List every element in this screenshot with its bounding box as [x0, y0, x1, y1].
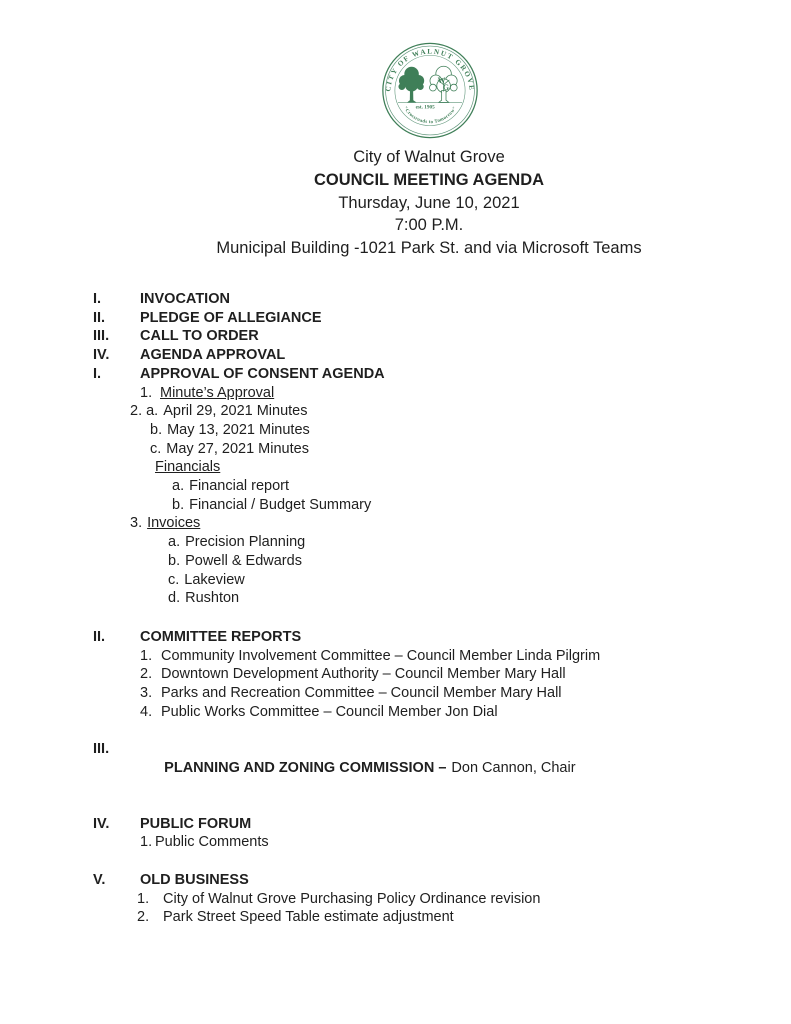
section-numeral: II. — [93, 309, 106, 326]
section-numeral: IV. — [93, 347, 110, 364]
section-title: APPROVAL OF CONSENT AGENDA — [140, 365, 385, 382]
item-letter: b. — [168, 552, 181, 569]
item-number: 1. — [140, 647, 153, 664]
item-letter: a. — [172, 478, 185, 495]
consent-minutes-april — [130, 402, 791, 421]
item-number: 1. — [140, 384, 153, 401]
seal-ring-text-top: CITY OF WALNUT GROVE — [384, 47, 476, 92]
item-number: 2. — [140, 666, 153, 683]
section-title: COMMITTEE REPORTS — [140, 628, 302, 645]
committee-community-involvement — [140, 647, 791, 666]
section-numeral: I. — [93, 365, 102, 382]
item-text: City of Walnut Grove Purchasing Policy Ordinance revision — [163, 890, 541, 907]
section-numeral: II. — [93, 628, 106, 645]
item-text: Financial report — [189, 478, 290, 495]
item-letter: c. — [168, 571, 180, 588]
established-text: est. 1905 — [415, 104, 435, 111]
section-title: PLEDGE OF ALLEGIANCE — [140, 309, 322, 326]
header-title-line: COUNCIL MEETING AGENDA — [313, 170, 545, 189]
item-label-underlined: Financials — [155, 459, 221, 476]
section-public-forum — [0, 815, 791, 834]
section-title: AGENDA APPROVAL — [140, 347, 286, 364]
section-agenda-approval — [0, 346, 791, 365]
section-title: PUBLIC FORUM — [140, 815, 252, 832]
section-title: PLANNING AND ZONING COMMISSION – — [164, 760, 447, 777]
item-text: Community Involvement Committee – Council Member Linda Pilgrim — [161, 647, 601, 664]
item-text: Rushton — [185, 590, 240, 607]
invoice-powell-edwards — [168, 552, 791, 571]
header-time-line: 7:00 P.M. — [394, 216, 464, 235]
item-text: Precision Planning — [185, 534, 306, 551]
item-number: 4. — [140, 703, 153, 720]
section-pledge — [0, 309, 791, 328]
section-consent-agenda — [0, 365, 791, 384]
item-number: 3. — [130, 515, 143, 532]
invoice-rushton — [168, 589, 791, 608]
item-number: 2. — [137, 909, 150, 926]
consent-minutes-approval — [140, 384, 791, 403]
chair-name: Don Cannon, Chair — [451, 760, 576, 777]
header-city-line: City of Walnut Grove — [353, 148, 505, 166]
old-business-speed-table — [137, 908, 791, 927]
consent-invoices-heading — [130, 514, 791, 533]
item-text: Park Street Speed Table estimate adjustment — [163, 909, 454, 926]
monogram-g: G — [442, 83, 450, 93]
item-number: 3. — [140, 685, 153, 702]
item-number: 1. — [140, 834, 153, 851]
solid-tree-icon — [398, 67, 424, 103]
consent-financials-heading — [155, 458, 791, 477]
city-seal-logo — [381, 42, 479, 139]
item-text: Public Works Committee – Council Member Jon Dial — [161, 703, 498, 720]
committee-downtown-development — [140, 665, 791, 684]
section-title: INVOCATION — [140, 290, 230, 307]
old-business-purchasing-policy — [137, 890, 791, 909]
item-label-underlined: Minute’s Approval — [160, 384, 275, 401]
item-text: April 29, 2021 Minutes — [163, 403, 308, 420]
committee-parks-recreation — [140, 684, 791, 703]
consent-financial-report — [172, 477, 791, 496]
logo-container — [0, 0, 791, 139]
agenda-body — [0, 290, 791, 927]
section-call-to-order — [0, 327, 791, 346]
section-planning-zoning — [0, 740, 791, 796]
section-invocation — [0, 290, 791, 309]
section-numeral: I. — [93, 290, 102, 307]
public-forum-comments — [140, 833, 791, 852]
item-letter: b. — [172, 496, 185, 513]
monogram-w: W — [437, 76, 446, 86]
header-date-line: Thursday, June 10, 2021 — [338, 193, 520, 212]
item-number: 2. a. — [130, 403, 159, 420]
section-title: CALL TO ORDER — [140, 328, 259, 345]
item-number: 1. — [137, 890, 150, 907]
consent-minutes-may27 — [150, 440, 791, 459]
item-text: Parks and Recreation Committee – Council Member Mary Hall — [161, 685, 562, 702]
committee-public-works — [140, 703, 791, 722]
section-numeral: III. — [93, 328, 110, 345]
section-committee-reports — [0, 628, 791, 647]
item-text: Downtown Development Authority – Council Member Mary Hall — [161, 666, 566, 683]
item-text: Lakeview — [184, 571, 245, 588]
item-text: May 27, 2021 Minutes — [166, 440, 309, 457]
consent-budget-summary — [172, 496, 791, 515]
item-letter: d. — [168, 590, 181, 607]
invoice-precision-planning — [168, 533, 791, 552]
item-text: Public Comments — [155, 834, 269, 851]
item-letter: c. — [150, 440, 162, 457]
seal-ring-text-bottom: "Crossroads to Tomorrow" — [401, 106, 459, 126]
item-letter: a. — [168, 534, 181, 551]
item-label-underlined: Invoices — [147, 515, 201, 532]
document-header — [0, 146, 791, 260]
section-old-business — [0, 871, 791, 890]
section-numeral: III. — [93, 741, 110, 758]
section-numeral: IV. — [93, 815, 110, 832]
item-letter: b. — [150, 421, 163, 438]
section-numeral: V. — [93, 871, 106, 888]
item-text: Financial / Budget Summary — [189, 496, 372, 513]
consent-minutes-may13 — [150, 421, 791, 440]
item-text: Powell & Edwards — [185, 552, 302, 569]
invoice-lakeview — [168, 571, 791, 590]
section-title: OLD BUSINESS — [140, 871, 249, 888]
header-location-line: Municipal Building -1021 Park St. and via Microsoft Teams — [216, 239, 642, 258]
item-text: May 13, 2021 Minutes — [167, 421, 310, 438]
